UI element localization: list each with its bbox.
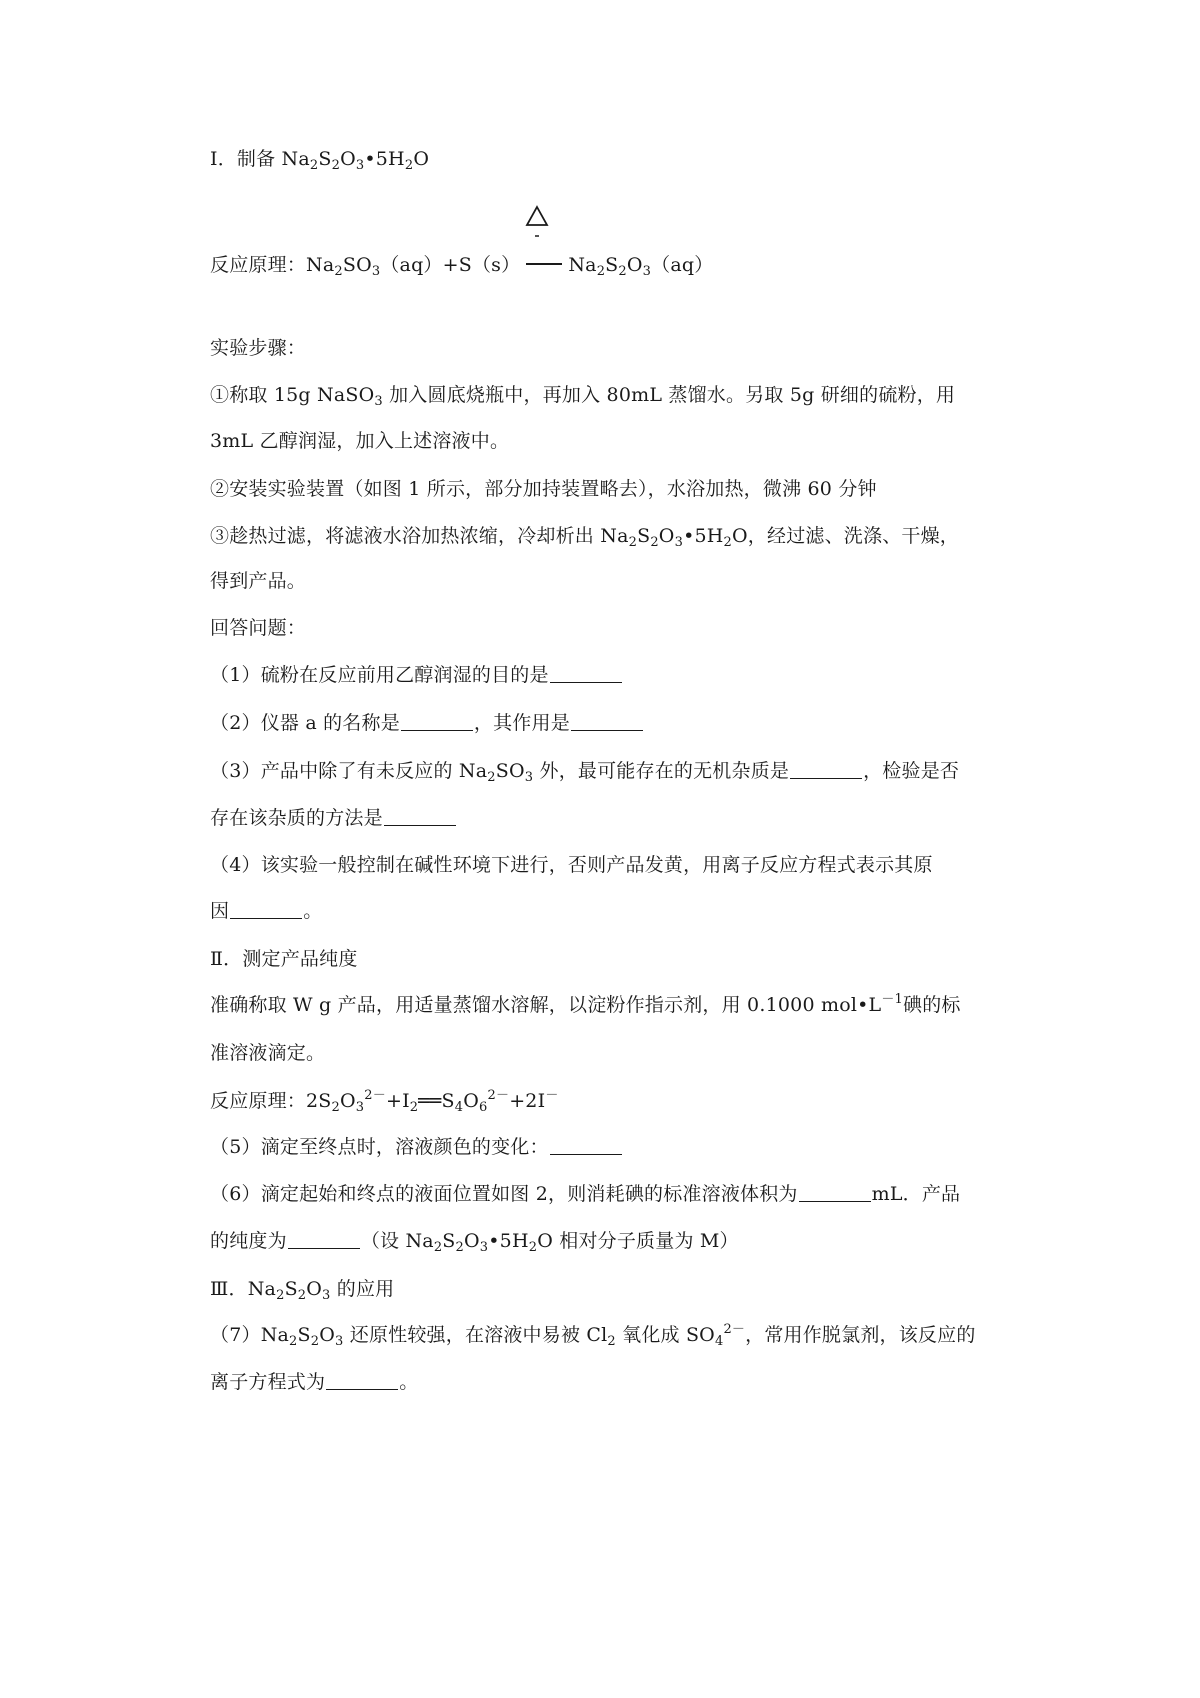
question-3: （3）产品中除了有未反应的 $Na_2SO_3$ 外，最可能存在的无机杂质是 ，检验是否 [210,760,960,785]
question-6-cont: 的纯度为 （设 $Na_2S_2O_3•5H_2O$ 相对分子质量为 M） [210,1230,739,1255]
step-2: ②安装实验装置（如图 1 所示，部分加持装置略去），水浴加热，微沸 60 分钟 [210,478,877,500]
answer-blank[interactable] [326,1371,398,1390]
section3-title: Ⅲ．$Na_2S_2O_3$ 的应用 [210,1278,395,1303]
answer-blank[interactable] [401,712,473,731]
question-4: （4）该实验一般控制在碱性环境下进行，否则产品发黄，用离子反应方程式表示其原 [210,854,933,876]
question-5: （5）滴定至终点时，溶液颜色的变化： [210,1134,623,1160]
answer-blank[interactable] [799,1183,871,1202]
section2-title: Ⅱ．测定产品纯度 [210,948,358,970]
equation-line [526,263,562,265]
steps-label: 实验步骤： [210,337,307,359]
section2-intro: 准确称取 W g 产品，用适量蒸馏水溶解，以淀粉作指示剂，用 0.1000 $mol•L^{-1}$碘的标 [210,992,961,1016]
step-1: ①称取 15g NaSO$_3$ 加入圆底烧瓶中，再加入 80mL 蒸馏水。另取 5g 研细的硫粉，用 [210,384,956,409]
answer-blank[interactable] [790,760,862,779]
reaction-principle-2: 反应原理：$2S_2O_3^{2-}+I_2══S_4O_6^{2-}+2I^-$ [210,1088,559,1115]
question-7-cont: 离子方程式为 。 [210,1371,419,1393]
question-6: （6）滴定起始和终点的液面位置如图 2，则消耗碘的标准溶液体积为 mL．产品 [210,1183,961,1205]
answer-blank[interactable] [230,900,302,919]
question-3-cont: 存在该杂质的方法是 [210,805,457,831]
question-1: （1）硫粉在反应前用乙醇润湿的目的是 [210,662,623,688]
answer-blank[interactable] [550,664,622,683]
reaction-principle-1: 反应原理：$Na_2SO_3(aq)+S(s)$ $Na_2S_2O_3(aq)$ [210,254,714,279]
question-4-cont: 因 。 [210,900,323,922]
question-2: （2）仪器 a 的名称是 ，其作用是 [210,710,644,736]
answer-blank[interactable] [550,1136,622,1155]
answer-blank[interactable] [288,1230,360,1249]
question-7: $(7)Na_2S_2O_3$ 还原性较强，在溶液中易被 $Cl_2$ 氧化成 $SO_4^{2-}$，常用作脱氯剂，该反应的 [210,1322,976,1349]
heat-triangle-icon [525,205,549,245]
step-1-cont: 3mL 乙醇润湿，加入上述溶液中。 [210,430,510,452]
section1-title: Ⅰ．制备 $Na_2S_2O_3•5H_2O$ [210,148,430,173]
step-3-cont: 得到产品。 [210,570,307,592]
step-3: ③趁热过滤，将滤液水浴加热浓缩，冷却析出 $Na_2S_2O_3•5H_2O$，经过滤、洗涤、干燥， [210,525,959,550]
answer-blank[interactable] [571,712,643,731]
answer-blank[interactable] [384,807,456,826]
section2-intro-cont: 准溶液滴定。 [210,1042,326,1064]
answer-label: 回答问题： [210,617,307,639]
